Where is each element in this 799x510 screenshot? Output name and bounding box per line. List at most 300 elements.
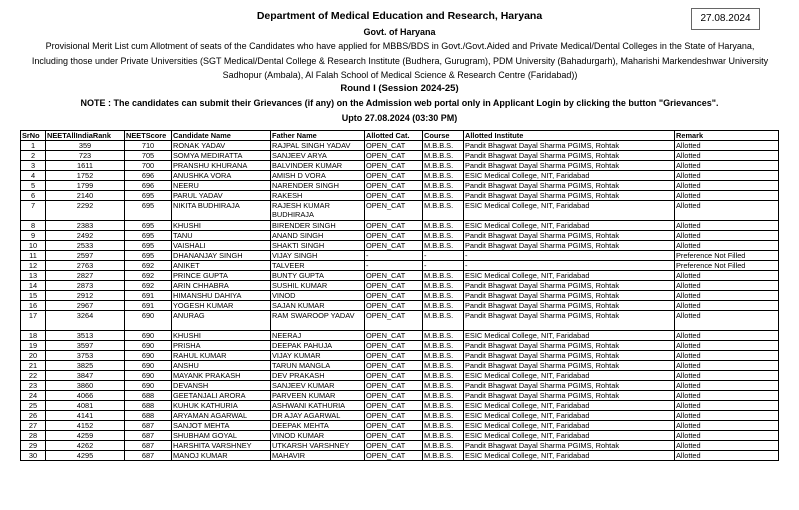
cell-srno: 9 — [21, 231, 46, 241]
cell-candidate-name: ARIN CHHABRA — [172, 281, 271, 291]
cell-neet-rank: 3597 — [46, 341, 125, 351]
table-row — [21, 341, 779, 351]
cell-neet-rank: 2912 — [46, 291, 125, 301]
cell-neet-score: 690 — [125, 381, 172, 391]
cell-candidate-name: PRINCE GUPTA — [172, 271, 271, 281]
cell-allotted-institute: Pandit Bhagwat Dayal Sharma PGIMS, Rohtak — [464, 361, 675, 371]
cell-neet-score: 692 — [125, 281, 172, 291]
cell-neet-rank: 2533 — [46, 241, 125, 251]
cell-neet-rank: 3753 — [46, 351, 125, 361]
cell-srno: 20 — [21, 351, 46, 361]
cell-remark: Allotted — [675, 241, 779, 251]
cell-course: M.B.B.S. — [423, 411, 464, 421]
col-neet-score: NEETScore — [125, 131, 172, 141]
cell-neet-rank: 1752 — [46, 171, 125, 181]
cell-neet-score: 710 — [125, 141, 172, 151]
table-row — [21, 351, 779, 361]
cell-srno: 24 — [21, 391, 46, 401]
cell-neet-rank: 4081 — [46, 401, 125, 411]
cell-candidate-name: SOMYA MEDIRATTA — [172, 151, 271, 161]
cell-candidate-name: VAISHALI — [172, 241, 271, 251]
cell-remark: Allotted — [675, 141, 779, 151]
cell-father-name: VIJAY KUMAR — [271, 351, 365, 361]
cell-candidate-name: ANSHU — [172, 361, 271, 371]
cell-srno: 10 — [21, 241, 46, 251]
cell-course: - — [423, 261, 464, 271]
cell-srno: 4 — [21, 171, 46, 181]
cell-allotted-institute: Pandit Bhagwat Dayal Sharma PGIMS, Rohtak — [464, 181, 675, 191]
cell-remark: Allotted — [675, 161, 779, 171]
col-course: Course — [423, 131, 464, 141]
cell-father-name: VIJAY SINGH — [271, 251, 365, 261]
cell-course: M.B.B.S. — [423, 441, 464, 451]
cell-neet-score: 695 — [125, 191, 172, 201]
cell-allotted-institute: ESIC Medical College, NIT, Faridabad — [464, 421, 675, 431]
header-row — [21, 131, 779, 141]
cell-neet-score: 687 — [125, 421, 172, 431]
cell-neet-score: 691 — [125, 291, 172, 301]
cell-father-name: ANAND SINGH — [271, 231, 365, 241]
cell-remark: Allotted — [675, 201, 779, 221]
table-row — [21, 281, 779, 291]
cell-father-name: ASHWANI KATHURIA — [271, 401, 365, 411]
cell-allotted-institute: ESIC Medical College, NIT, Faridabad — [464, 201, 675, 221]
cell-neet-score: 691 — [125, 301, 172, 311]
cell-srno: 3 — [21, 161, 46, 171]
cell-srno: 12 — [21, 261, 46, 271]
list-description: Provisional Merit List cum Allotment of seats of the Candidates who have applied for MBBS/BDS in Govt./Govt.Aided and Private Medical/Dental Colleges in the State of Haryana, Including those under Private Universities (SGT Medical/Dental College & Research Institute (Budhera, Gurugram), PDM University (Bahadurgarh), Maharishi Markendeshwar University Sadhopur (Ambala), Al Falah School of Medical Science & Research Centre (Faridabad)) — [31, 41, 769, 80]
cell-allotted-institute: Pandit Bhagwat Dayal Sharma PGIMS, Rohtak — [464, 351, 675, 361]
table-row — [21, 421, 779, 431]
merit-list-table — [20, 130, 779, 461]
cell-allotted-cat: OPEN_CAT — [365, 161, 423, 171]
cell-allotted-institute: ESIC Medical College, NIT, Faridabad — [464, 271, 675, 281]
cell-candidate-name: PRANSHU KHURANA — [172, 161, 271, 171]
table-row — [21, 371, 779, 381]
table-row — [21, 331, 779, 341]
cell-father-name: SUSHIL KUMAR — [271, 281, 365, 291]
cell-father-name: TARUN MANGLA — [271, 361, 365, 371]
cell-neet-rank: 2873 — [46, 281, 125, 291]
cell-father-name: VINOD KUMAR — [271, 431, 365, 441]
date-box: 27.08.2024 — [691, 8, 760, 30]
cell-srno: 14 — [21, 281, 46, 291]
cell-srno: 30 — [21, 451, 46, 461]
cell-neet-score: 690 — [125, 331, 172, 341]
cell-candidate-name: ANUSHKA VORA — [172, 171, 271, 181]
cell-neet-score: 687 — [125, 431, 172, 441]
cell-allotted-cat: OPEN_CAT — [365, 371, 423, 381]
cell-course: M.B.B.S. — [423, 231, 464, 241]
cell-allotted-cat: OPEN_CAT — [365, 181, 423, 191]
table-row — [21, 241, 779, 251]
table-row — [21, 361, 779, 371]
cell-allotted-institute: ESIC Medical College, NIT, Faridabad — [464, 371, 675, 381]
cell-neet-score: 695 — [125, 201, 172, 221]
cell-allotted-cat: OPEN_CAT — [365, 311, 423, 331]
cell-candidate-name: HARSHITA VARSHNEY — [172, 441, 271, 451]
cell-course: M.B.B.S. — [423, 331, 464, 341]
cell-father-name: DEEPAK PAHUJA — [271, 341, 365, 351]
cell-remark: Allotted — [675, 331, 779, 341]
table-row — [21, 271, 779, 281]
cell-father-name: RAJPAL SINGH YADAV — [271, 141, 365, 151]
cell-candidate-name: RONAK YADAV — [172, 141, 271, 151]
cell-father-name: VINOD — [271, 291, 365, 301]
cell-allotted-cat: - — [365, 251, 423, 261]
cell-srno: 26 — [21, 411, 46, 421]
cell-neet-score: 696 — [125, 171, 172, 181]
cell-course: M.B.B.S. — [423, 241, 464, 251]
table-row — [21, 391, 779, 401]
cell-allotted-cat: OPEN_CAT — [365, 351, 423, 361]
cell-father-name: AMISH D VORA — [271, 171, 365, 181]
cell-neet-score: 700 — [125, 161, 172, 171]
cell-neet-score: 690 — [125, 311, 172, 331]
cell-allotted-cat: OPEN_CAT — [365, 391, 423, 401]
cell-neet-rank: 2292 — [46, 201, 125, 221]
cell-father-name: UTKARSH VARSHNEY — [271, 441, 365, 451]
col-remark: Remark — [675, 131, 779, 141]
cell-remark: Allotted — [675, 311, 779, 331]
cell-candidate-name: ARYAMAN AGARWAL — [172, 411, 271, 421]
cell-allotted-cat: OPEN_CAT — [365, 221, 423, 231]
cell-remark: Allotted — [675, 441, 779, 451]
cell-candidate-name: DHANANJAY SINGH — [172, 251, 271, 261]
cell-neet-rank: 2967 — [46, 301, 125, 311]
cell-course: M.B.B.S. — [423, 421, 464, 431]
cell-remark: Allotted — [675, 291, 779, 301]
cell-srno: 21 — [21, 361, 46, 371]
cell-allotted-institute: Pandit Bhagwat Dayal Sharma PGIMS, Rohtak — [464, 341, 675, 351]
cell-srno: 28 — [21, 431, 46, 441]
cell-candidate-name: ANIKET — [172, 261, 271, 271]
cell-course: M.B.B.S. — [423, 271, 464, 281]
table-row — [21, 261, 779, 271]
cell-allotted-cat: OPEN_CAT — [365, 301, 423, 311]
cell-allotted-cat: OPEN_CAT — [365, 401, 423, 411]
cell-course: M.B.B.S. — [423, 401, 464, 411]
cell-remark: Allotted — [675, 381, 779, 391]
table-row — [21, 451, 779, 461]
cell-allotted-institute: Pandit Bhagwat Dayal Sharma PGIMS, Rohtak — [464, 141, 675, 151]
cell-allotted-cat: OPEN_CAT — [365, 201, 423, 221]
cell-course: M.B.B.S. — [423, 451, 464, 461]
cell-neet-score: 695 — [125, 221, 172, 231]
cell-remark: Allotted — [675, 351, 779, 361]
cell-srno: 15 — [21, 291, 46, 301]
cell-allotted-cat: - — [365, 261, 423, 271]
cell-allotted-institute: - — [464, 251, 675, 261]
cell-srno: 25 — [21, 401, 46, 411]
cell-father-name: NEERAJ — [271, 331, 365, 341]
cell-course: M.B.B.S. — [423, 201, 464, 221]
cell-allotted-cat: OPEN_CAT — [365, 361, 423, 371]
cell-father-name: SANJEEV KUMAR — [271, 381, 365, 391]
table-row — [21, 251, 779, 261]
cell-course: M.B.B.S. — [423, 361, 464, 371]
cell-remark: Allotted — [675, 391, 779, 401]
cell-father-name: DEEPAK MEHTA — [271, 421, 365, 431]
cell-neet-score: 695 — [125, 241, 172, 251]
page-subtitle: Govt. of Haryana — [363, 27, 436, 37]
cell-candidate-name: YOGESH KUMAR — [172, 301, 271, 311]
cell-allotted-institute: ESIC Medical College, NIT, Faridabad — [464, 411, 675, 421]
cell-father-name: BIRENDER SINGH — [271, 221, 365, 231]
cell-allotted-institute: Pandit Bhagwat Dayal Sharma PGIMS, Rohtak — [464, 151, 675, 161]
table-row — [21, 221, 779, 231]
cell-neet-rank: 1799 — [46, 181, 125, 191]
cell-neet-score: 688 — [125, 411, 172, 421]
cell-candidate-name: DEVANSH — [172, 381, 271, 391]
col-allotted-institute: Allotted Institute — [464, 131, 675, 141]
cell-candidate-name: RAHUL KUMAR — [172, 351, 271, 361]
table-row — [21, 291, 779, 301]
cell-neet-score: 690 — [125, 351, 172, 361]
cell-course: M.B.B.S. — [423, 381, 464, 391]
cell-allotted-cat: OPEN_CAT — [365, 291, 423, 301]
col-father-name: Father Name — [271, 131, 365, 141]
table-header — [21, 131, 779, 141]
cell-candidate-name: TANU — [172, 231, 271, 241]
cell-allotted-cat: OPEN_CAT — [365, 191, 423, 201]
cell-course: M.B.B.S. — [423, 141, 464, 151]
cell-father-name: DEV PRAKASH — [271, 371, 365, 381]
cell-course: M.B.B.S. — [423, 171, 464, 181]
cell-allotted-cat: OPEN_CAT — [365, 381, 423, 391]
cell-remark: Allotted — [675, 171, 779, 181]
cell-srno: 2 — [21, 151, 46, 161]
cell-allotted-institute: Pandit Bhagwat Dayal Sharma PGIMS, Rohtak — [464, 241, 675, 251]
table-row — [21, 181, 779, 191]
cell-remark: Allotted — [675, 361, 779, 371]
cell-candidate-name: SANJOT MEHTA — [172, 421, 271, 431]
cell-course: M.B.B.S. — [423, 301, 464, 311]
cell-neet-rank: 2827 — [46, 271, 125, 281]
cell-candidate-name: KUHUK KATHURIA — [172, 401, 271, 411]
table-row — [21, 381, 779, 391]
table-body — [21, 141, 779, 461]
cell-candidate-name: KHUSHI — [172, 221, 271, 231]
cell-candidate-name: PRISHA — [172, 341, 271, 351]
table-row — [21, 441, 779, 451]
cell-candidate-name: NEERU — [172, 181, 271, 191]
cell-candidate-name: KHUSHI — [172, 331, 271, 341]
cell-neet-score: 687 — [125, 451, 172, 461]
cell-neet-score: 705 — [125, 151, 172, 161]
cell-course: M.B.B.S. — [423, 181, 464, 191]
cell-course: M.B.B.S. — [423, 391, 464, 401]
cell-srno: 1 — [21, 141, 46, 151]
cell-course: M.B.B.S. — [423, 151, 464, 161]
round-label: Round I (Session 2024-25) — [340, 83, 459, 94]
table-row — [21, 401, 779, 411]
cell-srno: 16 — [21, 301, 46, 311]
table-row — [21, 161, 779, 171]
cell-allotted-cat: OPEN_CAT — [365, 231, 423, 241]
cell-allotted-institute: Pandit Bhagwat Dayal Sharma PGIMS, Rohtak — [464, 381, 675, 391]
cell-neet-rank: 2763 — [46, 261, 125, 271]
cell-remark: Allotted — [675, 451, 779, 461]
cell-father-name: TALVEER — [271, 261, 365, 271]
cell-course: M.B.B.S. — [423, 161, 464, 171]
cell-allotted-cat: OPEN_CAT — [365, 421, 423, 431]
cell-neet-rank: 3847 — [46, 371, 125, 381]
cell-allotted-institute: Pandit Bhagwat Dayal Sharma PGIMS, Rohtak — [464, 441, 675, 451]
upto-label: Upto 27.08.2024 (03:30 PM) — [341, 113, 458, 123]
cell-father-name: RAJESH KUMAR BUDHIRAJA — [271, 201, 365, 221]
cell-neet-rank: 3825 — [46, 361, 125, 371]
cell-allotted-cat: OPEN_CAT — [365, 411, 423, 421]
cell-allotted-institute: Pandit Bhagwat Dayal Sharma PGIMS, Rohtak — [464, 231, 675, 241]
cell-course: M.B.B.S. — [423, 281, 464, 291]
cell-remark: Allotted — [675, 431, 779, 441]
cell-neet-score: 688 — [125, 391, 172, 401]
cell-allotted-cat: OPEN_CAT — [365, 171, 423, 181]
cell-allotted-cat: OPEN_CAT — [365, 451, 423, 461]
cell-srno: 22 — [21, 371, 46, 381]
cell-remark: Allotted — [675, 281, 779, 291]
cell-course: M.B.B.S. — [423, 191, 464, 201]
col-srno: SrNo — [21, 131, 46, 141]
table-row — [21, 431, 779, 441]
cell-neet-score: 692 — [125, 261, 172, 271]
cell-candidate-name: SHUBHAM GOYAL — [172, 431, 271, 441]
cell-course: M.B.B.S. — [423, 371, 464, 381]
cell-remark: Allotted — [675, 421, 779, 431]
table-row — [21, 141, 779, 151]
col-allotted-cat: Allotted Cat. — [365, 131, 423, 141]
cell-candidate-name: NIKITA BUDHIRAJA — [172, 201, 271, 221]
table-row — [21, 191, 779, 201]
cell-remark: Allotted — [675, 411, 779, 421]
cell-srno: 18 — [21, 331, 46, 341]
cell-father-name: RAM SWAROOP YADAV — [271, 311, 365, 331]
cell-remark: Allotted — [675, 181, 779, 191]
cell-father-name: RAKESH — [271, 191, 365, 201]
cell-candidate-name: HIMANSHU DAHIYA — [172, 291, 271, 301]
cell-remark: Allotted — [675, 151, 779, 161]
cell-neet-score: 690 — [125, 371, 172, 381]
cell-remark: Allotted — [675, 271, 779, 281]
table-row — [21, 171, 779, 181]
cell-neet-score: 695 — [125, 251, 172, 261]
cell-srno: 29 — [21, 441, 46, 451]
table-row — [21, 311, 779, 331]
cell-remark: Preference Not Filled — [675, 261, 779, 271]
cell-neet-rank: 1611 — [46, 161, 125, 171]
cell-remark: Preference Not Filled — [675, 251, 779, 261]
cell-neet-score: 690 — [125, 361, 172, 371]
cell-neet-rank: 4262 — [46, 441, 125, 451]
cell-neet-rank: 2140 — [46, 191, 125, 201]
cell-allotted-institute: Pandit Bhagwat Dayal Sharma PGIMS, Rohtak — [464, 191, 675, 201]
cell-allotted-cat: OPEN_CAT — [365, 151, 423, 161]
cell-father-name: SHAKTI SINGH — [271, 241, 365, 251]
cell-candidate-name: ANURAG — [172, 311, 271, 331]
col-candidate-name: Candidate Name — [172, 131, 271, 141]
cell-allotted-institute: ESIC Medical College, NIT, Faridabad — [464, 401, 675, 411]
cell-remark: Allotted — [675, 231, 779, 241]
cell-neet-rank: 4152 — [46, 421, 125, 431]
table-row — [21, 411, 779, 421]
cell-neet-score: 687 — [125, 441, 172, 451]
cell-srno: 5 — [21, 181, 46, 191]
cell-neet-rank: 3513 — [46, 331, 125, 341]
cell-allotted-institute: ESIC Medical College, NIT, Faridabad — [464, 431, 675, 441]
cell-allotted-institute: - — [464, 261, 675, 271]
cell-father-name: NARENDER SINGH — [271, 181, 365, 191]
grievance-note: NOTE : The candidates can submit their Grievances (if any) on the Admission web portal only in Applicant Login by clicking the button "Grievances". — [80, 98, 719, 108]
cell-course: M.B.B.S. — [423, 351, 464, 361]
cell-allotted-cat: OPEN_CAT — [365, 431, 423, 441]
cell-allotted-institute: Pandit Bhagwat Dayal Sharma PGIMS, Rohtak — [464, 291, 675, 301]
cell-candidate-name: GEETANJALI ARORA — [172, 391, 271, 401]
cell-allotted-cat: OPEN_CAT — [365, 281, 423, 291]
cell-father-name: DR AJAY AGARWAL — [271, 411, 365, 421]
cell-candidate-name: MANOJ KUMAR — [172, 451, 271, 461]
cell-allotted-institute: Pandit Bhagwat Dayal Sharma PGIMS, Rohtak — [464, 391, 675, 401]
cell-neet-rank: 3860 — [46, 381, 125, 391]
cell-candidate-name: MAYANK PRAKASH — [172, 371, 271, 381]
cell-allotted-cat: OPEN_CAT — [365, 441, 423, 451]
cell-father-name: BUNTY GUPTA — [271, 271, 365, 281]
cell-course: M.B.B.S. — [423, 431, 464, 441]
cell-allotted-cat: OPEN_CAT — [365, 331, 423, 341]
cell-neet-rank: 359 — [46, 141, 125, 151]
cell-srno: 6 — [21, 191, 46, 201]
cell-neet-score: 690 — [125, 341, 172, 351]
cell-allotted-institute: ESIC Medical College, NIT, Faridabad — [464, 171, 675, 181]
cell-neet-rank: 723 — [46, 151, 125, 161]
cell-allotted-institute: Pandit Bhagwat Dayal Sharma PGIMS, Rohtak — [464, 301, 675, 311]
cell-allotted-institute: ESIC Medical College, NIT, Faridabad — [464, 221, 675, 231]
cell-allotted-institute: ESIC Medical College, NIT, Faridabad — [464, 451, 675, 461]
cell-neet-rank: 4259 — [46, 431, 125, 441]
cell-course: M.B.B.S. — [423, 291, 464, 301]
cell-neet-rank: 2492 — [46, 231, 125, 241]
cell-remark: Allotted — [675, 191, 779, 201]
cell-neet-score: 696 — [125, 181, 172, 191]
cell-neet-rank: 4141 — [46, 411, 125, 421]
cell-father-name: SAJAN KUMAR — [271, 301, 365, 311]
table-row — [21, 231, 779, 241]
cell-srno: 7 — [21, 201, 46, 221]
cell-remark: Allotted — [675, 301, 779, 311]
cell-father-name: MAHAVIR — [271, 451, 365, 461]
cell-allotted-cat: OPEN_CAT — [365, 341, 423, 351]
cell-neet-rank: 4295 — [46, 451, 125, 461]
cell-allotted-institute: ESIC Medical College, NIT, Faridabad — [464, 331, 675, 341]
cell-course: M.B.B.S. — [423, 341, 464, 351]
cell-allotted-cat: OPEN_CAT — [365, 271, 423, 281]
col-neet-rank: NEETAllIndiaRank — [46, 131, 125, 141]
cell-candidate-name: PARUL YADAV — [172, 191, 271, 201]
table-row — [21, 151, 779, 161]
cell-remark: Allotted — [675, 401, 779, 411]
cell-srno: 11 — [21, 251, 46, 261]
cell-neet-rank: 4066 — [46, 391, 125, 401]
cell-remark: Allotted — [675, 221, 779, 231]
cell-remark: Allotted — [675, 341, 779, 351]
cell-neet-score: 692 — [125, 271, 172, 281]
table-row — [21, 301, 779, 311]
cell-neet-rank: 3264 — [46, 311, 125, 331]
cell-allotted-cat: OPEN_CAT — [365, 241, 423, 251]
cell-srno: 17 — [21, 311, 46, 331]
cell-course: M.B.B.S. — [423, 311, 464, 331]
cell-remark: Allotted — [675, 371, 779, 381]
